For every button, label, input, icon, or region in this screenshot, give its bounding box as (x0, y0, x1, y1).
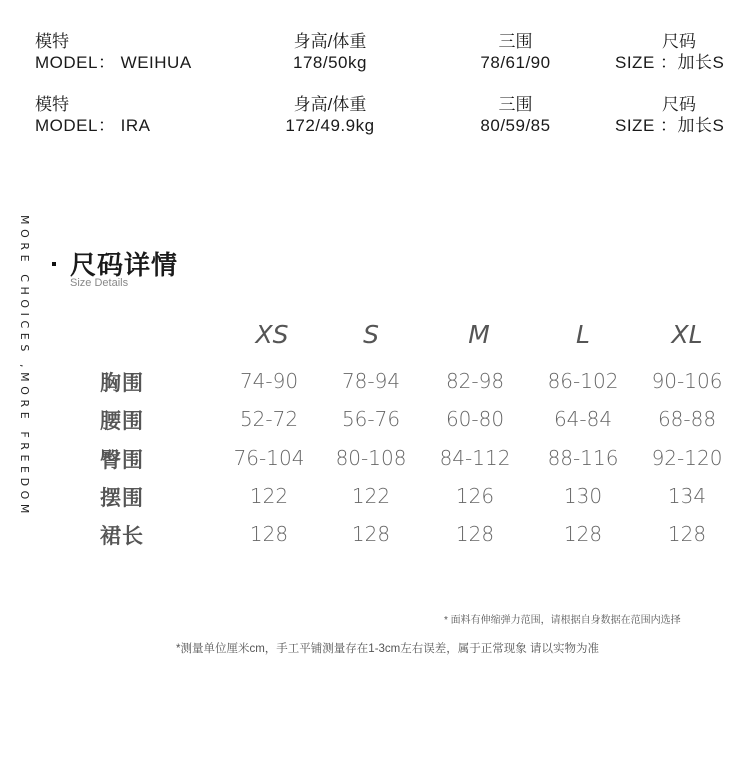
table-row (0, 482, 750, 520)
table-cell: 122 (249, 484, 289, 508)
table-cell: 56-76 (341, 407, 401, 431)
size-header-m: M (468, 320, 490, 349)
row-label-length: 裙长 (100, 525, 144, 548)
row-label-hip: 臀围 (100, 449, 144, 472)
size-value: SIZE ：加长S (615, 116, 725, 135)
table-cell: 82-98 (445, 369, 505, 393)
table-row (0, 520, 750, 558)
height-weight-value: 178/50kg (293, 53, 367, 72)
measurements-value: 80/59/85 (480, 116, 551, 135)
measurements-cell (468, 32, 563, 74)
height-weight-label: 身高/体重 (293, 95, 367, 114)
section-title-cn: 尺码详情 (70, 250, 179, 280)
table-cell: 80-108 (335, 446, 407, 470)
model-name-cell (35, 95, 151, 137)
size-header-xl: XL (671, 320, 703, 349)
section-title-en: Size Details (70, 277, 129, 289)
table-cell: 64-84 (553, 407, 613, 431)
table-cell: 128 (667, 522, 707, 546)
size-value: SIZE ：加长S (615, 53, 725, 72)
size-cell (615, 95, 724, 137)
model-label: 模特 (35, 32, 69, 51)
size-label: 尺码 (662, 95, 696, 114)
height-weight-cell (280, 32, 380, 74)
table-cell: 128 (563, 522, 603, 546)
table-cell: 74-90 (239, 369, 299, 393)
table-cell: 84-112 (439, 446, 511, 470)
table-cell: 122 (351, 484, 391, 508)
measurements-value: 78/61/90 (480, 53, 551, 72)
model-row (0, 95, 750, 151)
table-row (0, 367, 750, 405)
table-cell: 60-80 (445, 407, 505, 431)
row-label-chest: 胸围 (100, 372, 144, 395)
title-bullet (52, 262, 56, 266)
table-cell: 126 (455, 484, 495, 508)
table-cell: 88-116 (547, 446, 619, 470)
size-header-l: L (576, 320, 590, 349)
elastic-note: * 面料有伸缩弹力范围，请根据自身数据在范围内选择 (444, 615, 681, 626)
model-label: 模特 (35, 95, 69, 114)
table-row (0, 444, 750, 482)
table-cell: 90-106 (651, 369, 723, 393)
row-label-hem: 摆围 (100, 487, 144, 510)
size-header-xs: XS (255, 320, 289, 349)
measurements-cell (468, 95, 563, 137)
height-weight-label: 身高/体重 (293, 32, 367, 51)
table-cell: 52-72 (239, 407, 299, 431)
size-label: 尺码 (662, 32, 696, 51)
model-name: MODEL： WEIHUA (35, 53, 192, 72)
row-label-waist: 腰围 (100, 410, 144, 433)
table-cell: 86-102 (547, 369, 619, 393)
size-header-s: S (363, 320, 379, 349)
side-slogan: MORE CHOICES ,MORE FREEDOM (18, 215, 31, 519)
size-cell (615, 32, 724, 74)
height-weight-cell (280, 95, 380, 137)
measurement-note: *测量单位厘米cm，手工平铺测量存在1-3cm左右误差，属于正常现象 请以实物为准 (176, 643, 599, 655)
model-name-cell (35, 32, 192, 74)
measurements-label: 三围 (498, 32, 533, 51)
table-cell: 76-104 (233, 446, 305, 470)
table-cell: 92-120 (651, 446, 723, 470)
table-cell: 78-94 (341, 369, 401, 393)
table-cell: 128 (455, 522, 495, 546)
table-cell: 128 (351, 522, 391, 546)
table-cell: 134 (667, 484, 707, 508)
model-name: MODEL： IRA (35, 116, 151, 135)
table-cell: 68-88 (657, 407, 717, 431)
height-weight-value: 172/49.9kg (285, 116, 375, 135)
table-cell: 128 (249, 522, 289, 546)
table-cell: 130 (563, 484, 603, 508)
measurements-label: 三围 (498, 95, 533, 114)
table-row (0, 405, 750, 443)
model-row (0, 32, 750, 88)
